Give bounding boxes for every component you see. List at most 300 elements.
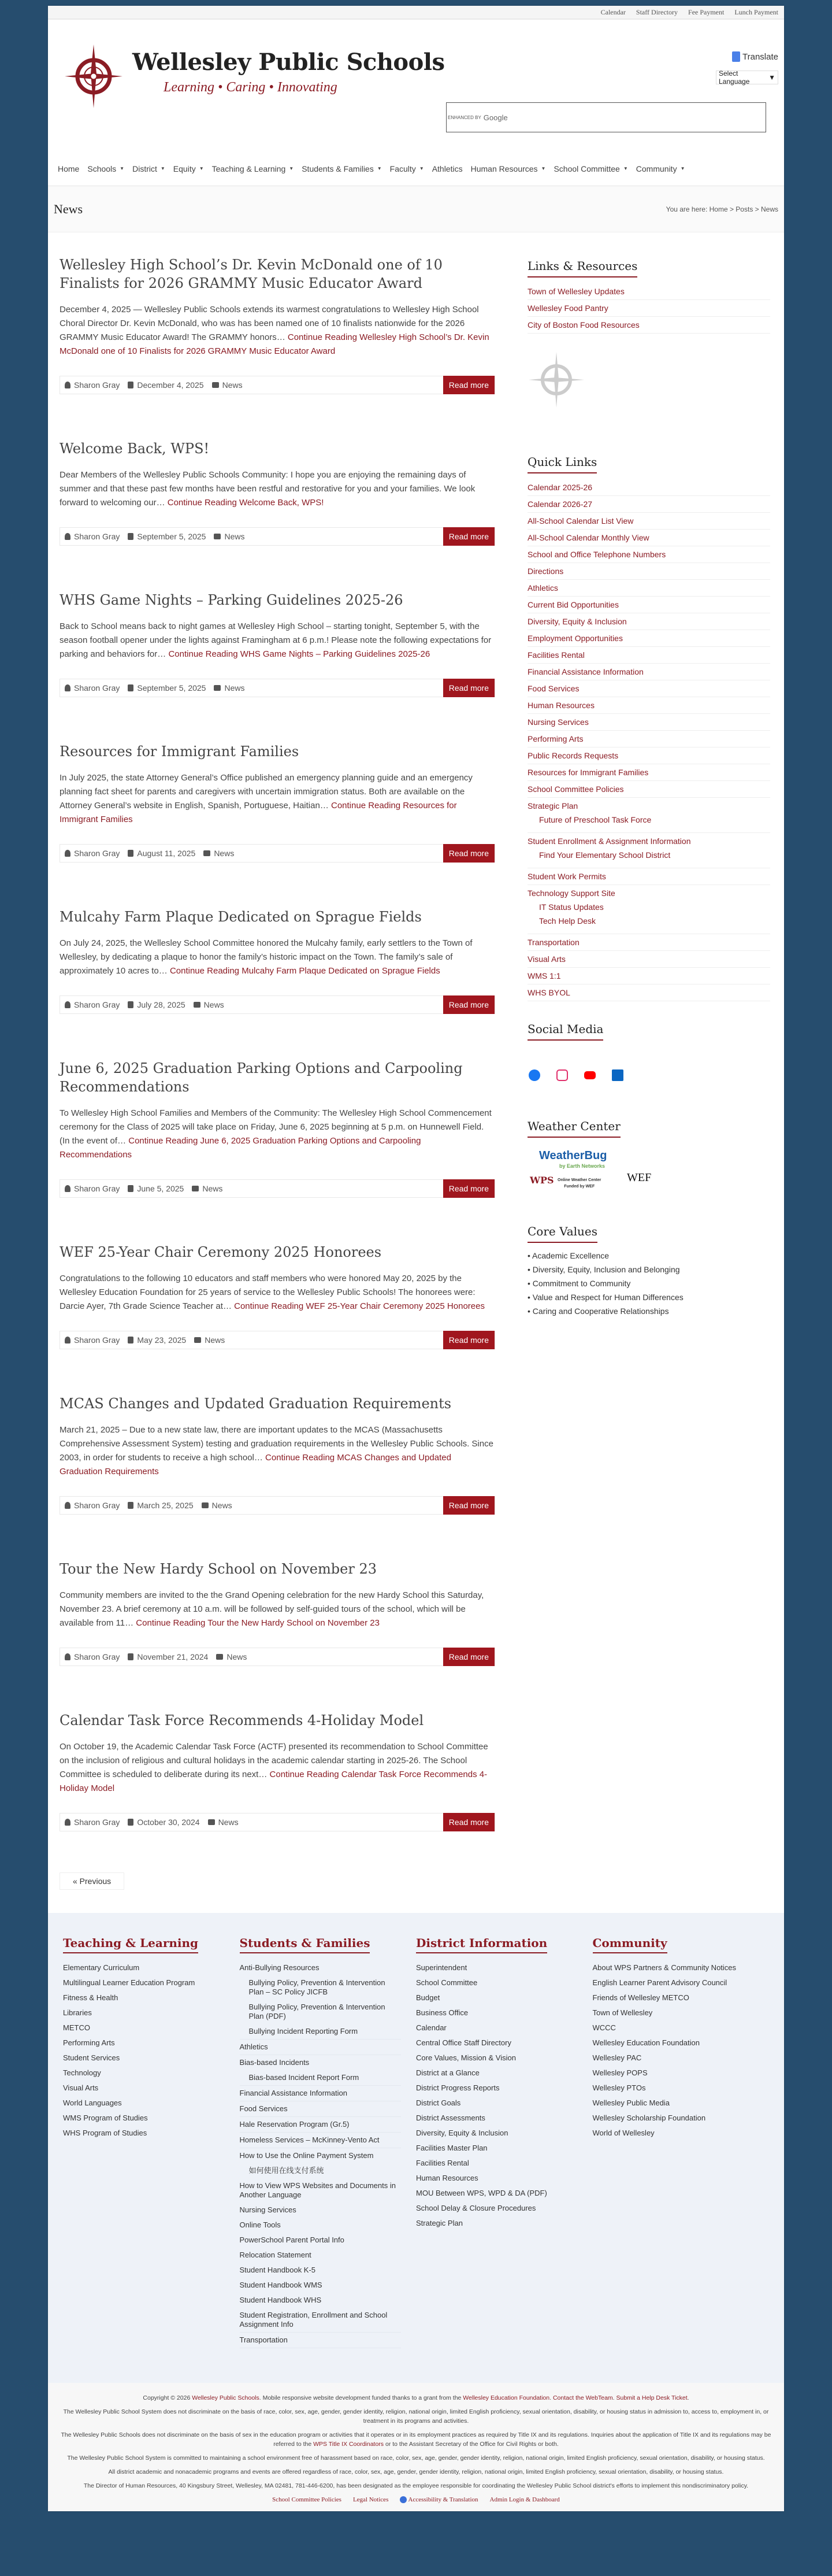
footer-link[interactable]: Diversity, Equity & Inclusion <box>416 2129 508 2137</box>
dropdown-caret-icon: ▼ <box>623 166 628 171</box>
post-author[interactable]: Sharon Gray <box>74 1652 120 1661</box>
site-header <box>48 20 784 151</box>
footer-link[interactable]: Student Handbook WMS <box>239 2281 322 2289</box>
site-title[interactable]: Wellesley Public Schools <box>132 49 445 76</box>
quick-link[interactable]: Visual Arts <box>528 951 770 968</box>
quick-link[interactable]: WMS 1:1 <box>528 968 770 984</box>
bottom-link-policies[interactable]: School Committee Policies <box>272 2496 341 2503</box>
quick-link[interactable]: WHS BYOL <box>528 984 770 1001</box>
chevron-down-icon: ▼ <box>768 73 775 82</box>
wps-label: WPS <box>530 1175 554 1186</box>
post-meta <box>60 527 495 546</box>
news-post <box>60 908 495 1014</box>
read-more-button[interactable]: Read more <box>443 995 495 1014</box>
quick-link[interactable]: Technology Support Site <box>528 889 615 898</box>
previous-page-button[interactable]: « Previous <box>60 1872 124 1890</box>
facebook-icon[interactable] <box>529 1069 540 1081</box>
dropdown-caret-icon: ▼ <box>120 166 125 171</box>
calendar-icon <box>128 1819 133 1826</box>
bottom-link-accessibility[interactable]: Accessibility & Translation <box>400 2495 478 2504</box>
footer-link[interactable]: Visual Arts <box>63 2083 99 2092</box>
widget-title: Quick Links <box>528 455 597 473</box>
post-meta <box>60 995 495 1014</box>
footer-link[interactable]: District Assessments <box>416 2114 485 2122</box>
footer-link[interactable]: Budget <box>416 1993 440 2002</box>
news-post <box>60 1243 495 1349</box>
footer-link[interactable]: World Languages <box>63 2098 122 2107</box>
footer-link[interactable]: Homeless Services – McKinney-Vento Act <box>240 2133 402 2148</box>
footer-link[interactable]: How to Use the Online Payment System <box>239 2151 374 2160</box>
footer-link[interactable]: Wellesley PTOs <box>592 2083 646 2092</box>
quick-link[interactable]: All-School Calendar Monthly View <box>528 530 770 546</box>
nav-item-home[interactable]: Home <box>58 164 80 173</box>
nav-item-teaching-learning[interactable]: Teaching & Learning ▼ <box>211 164 294 173</box>
footer-link[interactable]: Financial Assistance Information <box>240 2086 402 2101</box>
footer-link[interactable]: Performing Arts <box>63 2038 115 2047</box>
dropdown-caret-icon: ▼ <box>199 166 204 171</box>
quick-link[interactable]: Transportation <box>528 934 770 951</box>
quick-link[interactable]: Resources for Immigrant Families <box>528 764 770 781</box>
footer-link[interactable]: Wellesley Scholarship Foundation <box>592 2114 706 2122</box>
read-more-button[interactable]: Read more <box>443 1331 495 1349</box>
footer-link[interactable]: Calendar <box>416 2023 447 2032</box>
folder-icon <box>202 1502 209 1508</box>
post-excerpt: Community members are invited to the the Grand Opening celebration for the new Hardy School this Saturday, November 23. A brief ceremony at 10 a.m. will be followed by self-guided tours of the school, which will be available from 11… Continue Reading Tour the New Hardy School on November 23 <box>60 1590 484 1628</box>
post-category[interactable]: News <box>218 1818 239 1827</box>
read-more-button[interactable]: Read more <box>443 844 495 863</box>
core-value: • Caring and Cooperative Relationships <box>528 1306 669 1316</box>
footer-link[interactable]: Hale Reservation Program (Gr.5) <box>240 2117 402 2133</box>
topbar-link-calendar[interactable]: Calendar <box>600 8 626 16</box>
post-date: March 25, 2025 <box>137 1501 194 1510</box>
nondiscrimination-4: All district academic and nonacademic programs and events are offered regardless of race, color, sex, age, gender, gender identity, religion, national origin, limited English proficiency, sexual orientation, disability, or housing status. <box>108 2468 724 2475</box>
read-more-button[interactable]: Read more <box>443 1496 495 1515</box>
footer-link[interactable]: Student Services <box>63 2053 120 2062</box>
continue-reading-link[interactable]: Continue Reading Tour the New Hardy School on November 23 <box>136 1618 380 1628</box>
quick-link[interactable]: Employment Opportunities <box>528 630 770 647</box>
folder-icon <box>203 850 210 856</box>
footer-link[interactable]: Bullying Policy, Prevention & Intervention Plan (PDF) <box>248 2003 385 2020</box>
post-excerpt: March 21, 2025 – Due to a new state law, there are important updates to the MCAS (Massachusetts Comprehensive Assessment System) testing and graduation requirements in the Wellesley Public Schools. Since 2003, in order for students to receive a high school… Continue Reading MCAS Changes and Updated Graduation Requirements <box>60 1425 493 1476</box>
google-brand: Google <box>483 113 508 122</box>
post-category[interactable]: News <box>224 683 245 693</box>
footer-link[interactable]: Elementary Curriculum <box>63 1963 140 1972</box>
sidebar-link[interactable]: Wellesley Food Pantry <box>528 300 770 317</box>
sidebar-link[interactable]: Town of Wellesley Updates <box>528 283 770 300</box>
post-title[interactable]: June 6, 2025 Graduation Parking Options and Carpooling Recommendations <box>60 1060 463 1095</box>
continue-reading-link[interactable]: Continue Reading WEF 25-Year Chair Ceremony 2025 Honorees <box>234 1301 485 1311</box>
compass-logo-icon[interactable] <box>62 42 125 111</box>
post-date: May 23, 2025 <box>137 1335 187 1345</box>
language-select[interactable] <box>716 71 778 84</box>
post-category[interactable]: News <box>224 532 245 541</box>
post-category[interactable]: News <box>214 849 235 858</box>
sidebar <box>528 256 770 1877</box>
weather-widget <box>528 1119 770 1201</box>
quick-link[interactable]: Public Records Requests <box>528 747 770 764</box>
footer-link[interactable]: PowerSchool Parent Portal Info <box>239 2236 344 2244</box>
user-icon <box>65 1502 70 1509</box>
footer-link-wps[interactable]: Wellesley Public Schools <box>192 2394 259 2401</box>
footer-link[interactable]: Nursing Services <box>239 2205 296 2214</box>
folder-icon <box>212 382 219 388</box>
post-excerpt: December 4, 2025 — Wellesley Public Schools extends its warmest congratulations to Wellesley High School Choral Director Dr. Kevin McDonald, who was has been named one of 10 finalists nationwide for the 2026 GRAMMY Music Educator Award! The GRAMMY honors… Continue Reading Wellesley High School’s Dr. Kevin McDonald one of 10 Finalists for 2026 GRAMMY Music Educator Award <box>60 305 489 356</box>
post-meta <box>60 1331 495 1349</box>
quick-link[interactable]: School Committee Policies <box>528 781 770 798</box>
bottom-link-legal[interactable]: Legal Notices <box>352 2496 389 2503</box>
news-post <box>60 1560 495 1666</box>
quick-link[interactable]: Food Services <box>528 680 770 697</box>
core-value: • Academic Excellence <box>528 1251 610 1260</box>
language-select-value: Select Language <box>719 69 750 86</box>
footer-link[interactable]: METCO <box>63 2023 90 2032</box>
quick-links-widget <box>528 455 770 1001</box>
post-meta <box>60 1648 495 1666</box>
footer-link[interactable]: English Learner Parent Advisory Council <box>592 1978 727 1987</box>
footer-link[interactable]: District at a Glance <box>416 2068 480 2077</box>
folder-icon <box>192 1186 199 1191</box>
widget-title: Social Media <box>528 1022 603 1041</box>
footer-link[interactable]: Wellesley POPS <box>592 2068 648 2077</box>
nav-item-faculty[interactable]: Faculty ▼ <box>389 164 424 173</box>
footer-column <box>593 1936 770 2348</box>
post-date: September 5, 2025 <box>137 532 206 541</box>
footer-link[interactable]: WHS Program of Studies <box>63 2129 147 2137</box>
dropdown-caret-icon: ▼ <box>160 166 165 171</box>
topbar-link-staff-directory[interactable]: Staff Directory <box>636 8 678 16</box>
footer-link[interactable]: Bias-based Incident Report Form <box>240 2070 402 2086</box>
news-post <box>60 439 495 546</box>
site-tagline: Learning • Caring • Innovating <box>164 80 337 95</box>
footer-link[interactable]: Facilities Master Plan <box>416 2144 488 2152</box>
quick-link-child[interactable]: Find Your Elementary School District <box>539 850 671 860</box>
post-date: August 11, 2025 <box>137 849 196 858</box>
read-more-button[interactable]: Read more <box>443 1179 495 1198</box>
post-author[interactable]: Sharon Gray <box>74 1335 120 1345</box>
footer-column-title: Community <box>593 1936 667 1953</box>
footer-link[interactable]: Technology <box>63 2068 101 2077</box>
footer-link[interactable]: Anti-Bullying Resources <box>239 1963 320 1972</box>
page-wrapper <box>48 6 784 2511</box>
footer-link[interactable]: Wellesley PAC <box>592 2053 642 2062</box>
post-title[interactable]: Resources for Immigrant Families <box>60 743 299 760</box>
continue-reading-link[interactable]: Continue Reading June 6, 2025 Graduation Parking Options and Carpooling Recommendations <box>60 1136 421 1160</box>
quick-link[interactable]: School and Office Telephone Numbers <box>528 546 770 563</box>
nondiscrimination-5: The Director of Human Resources, 40 Kingsbury Street, Wellesley, MA 02481, 781-446-6200, has been designated as the employee responsible for coordinating the Wellesley Public School district's efforts to implement this nondiscriminatory policy. <box>83 2482 749 2489</box>
quick-link[interactable]: Current Bid Opportunities <box>528 597 770 613</box>
footer-link[interactable]: Facilities Rental <box>416 2159 469 2167</box>
quick-link-child[interactable]: IT Status Updates <box>539 902 604 912</box>
page-header <box>48 186 784 232</box>
links-resources-widget <box>528 259 770 434</box>
continue-reading-link[interactable]: Continue Reading Resources for Immigrant Families <box>60 801 457 824</box>
main-nav <box>48 151 784 186</box>
social-media-widget <box>528 1022 770 1098</box>
news-post <box>60 591 495 697</box>
widget-title: Core Values <box>528 1224 597 1243</box>
footer-link[interactable]: Business Office <box>416 2008 469 2017</box>
widget-title: Links & Resources <box>528 259 637 277</box>
help-desk-link[interactable]: Submit a Help Desk Ticket <box>616 2394 688 2401</box>
accessibility-icon <box>400 2496 407 2503</box>
footer-link[interactable]: WCCC <box>592 2023 616 2032</box>
quick-link[interactable]: Diversity, Equity & Inclusion <box>528 613 770 630</box>
quick-link[interactable]: Performing Arts <box>528 731 770 747</box>
contact-webteam-link[interactable]: Contact the WebTeam <box>552 2394 613 2401</box>
quick-link[interactable]: Student Work Permits <box>528 868 770 885</box>
nondiscrimination-2: The Wellesley Public Schools does not discriminate on the basis of sex in the education program or activities that it operates or in its employment practices as required by Title IX and its regulations. Inquiries about the application of Title IX and its regulations may be referred to the WPS Title IX Coordinators or to the Assistant Secretary of the Office for Civil Rights or both. <box>61 2431 771 2448</box>
core-values-widget <box>528 1224 770 1318</box>
post-category[interactable]: News <box>211 1501 232 1510</box>
news-post <box>60 256 495 394</box>
quick-link[interactable]: Financial Assistance Information <box>528 664 770 680</box>
core-value: • Commitment to Community <box>528 1279 631 1288</box>
title-ix-link[interactable]: WPS Title IX Coordinators <box>313 2441 384 2448</box>
footer-link[interactable]: District Progress Reports <box>416 2083 500 2092</box>
translate-widget[interactable] <box>732 51 778 62</box>
post-meta <box>60 1813 495 1831</box>
footer-link[interactable]: Libraries <box>63 2008 92 2017</box>
footer-link[interactable]: School Delay & Closure Procedures <box>416 2204 536 2212</box>
dropdown-caret-icon: ▼ <box>377 166 382 171</box>
nav-item-schools[interactable]: Schools ▼ <box>87 164 125 173</box>
footer-column <box>63 1936 240 2348</box>
weatherbug-banner[interactable]: WeatherBug by Earth Networks WPS Online Weather Center Funded by WEF WEF <box>530 1149 652 1189</box>
user-icon <box>65 1819 70 1826</box>
footer-link[interactable]: District Goals <box>416 2098 461 2107</box>
breadcrumb[interactable]: You are here: Home > Posts > News <box>666 205 778 213</box>
translate-label: Translate <box>742 51 778 62</box>
folder-icon <box>216 1654 223 1660</box>
continue-reading-link[interactable]: Continue Reading Welcome Back, WPS! <box>167 498 324 508</box>
footer-link[interactable]: MOU Between WPS, WPD & DA (PDF) <box>416 2189 547 2197</box>
calendar-icon <box>128 684 133 691</box>
footer-link[interactable]: Core Values, Mission & Vision <box>416 2053 516 2062</box>
footer-link[interactable]: WMS Program of Studies <box>63 2114 148 2122</box>
user-icon <box>65 533 70 540</box>
utility-bar <box>48 6 784 20</box>
footer-link[interactable]: Fitness & Health <box>63 1993 118 2002</box>
user-icon <box>65 382 70 388</box>
continue-reading-link[interactable]: Continue Reading Mulcahy Farm Plaque Dedicated on Sprague Fields <box>169 966 440 976</box>
footer-link[interactable]: Online Tools <box>239 2220 281 2229</box>
post-author[interactable]: Sharon Gray <box>74 1501 120 1510</box>
footer-link[interactable]: Food Services <box>240 2101 402 2117</box>
footer-link[interactable]: Multilingual Learner Education Program <box>63 1978 195 1987</box>
core-value: • Value and Respect for Human Differences <box>528 1293 684 1302</box>
page-title: News <box>54 201 83 216</box>
news-post <box>60 1711 495 1831</box>
read-more-button[interactable]: Read more <box>443 527 495 546</box>
calendar-icon <box>128 1502 133 1509</box>
post-meta <box>60 844 495 863</box>
user-icon <box>65 1001 70 1008</box>
footer-link[interactable]: School Committee <box>416 1978 478 1987</box>
quick-link[interactable]: Calendar 2026-27 <box>528 496 770 513</box>
news-post <box>60 1394 495 1515</box>
quick-link[interactable]: All-School Calendar List View <box>528 513 770 530</box>
footer-column-title: Teaching & Learning <box>63 1936 198 1953</box>
youtube-icon[interactable] <box>584 1071 596 1079</box>
quick-link[interactable]: Human Resources <box>528 697 770 714</box>
dropdown-caret-icon: ▼ <box>419 166 424 171</box>
topbar-link-lunch-payment[interactable]: Lunch Payment <box>734 8 778 16</box>
footer-column-title: District Information <box>416 1936 547 1953</box>
post-category[interactable]: News <box>226 1652 247 1661</box>
read-more-button[interactable]: Read more <box>443 1813 495 1831</box>
footer-link[interactable]: Friends of Wellesley METCO <box>592 1993 689 2002</box>
quick-link-child[interactable]: Future of Preschool Task Force <box>539 815 652 824</box>
footer-link[interactable]: Town of Wellesley <box>592 2008 653 2017</box>
continue-reading-link[interactable]: Continue Reading Wellesley High School’s Dr. Kevin McDonald one of 10 Finalists for 2026 GRAMMY Music Educator Award <box>60 332 489 356</box>
post-title[interactable]: WEF 25-Year Chair Ceremony 2025 Honorees <box>60 1244 382 1260</box>
post-author[interactable]: Sharon Gray <box>74 532 120 541</box>
post-title[interactable]: Calendar Task Force Recommends 4-Holiday Model <box>60 1712 424 1729</box>
folder-icon <box>194 1002 200 1008</box>
quick-link[interactable]: Strategic Plan <box>528 801 578 810</box>
quick-link[interactable]: Directions <box>528 563 770 580</box>
footer-link[interactable]: Transportation <box>240 2333 402 2348</box>
search-input[interactable] <box>446 102 766 132</box>
post-category[interactable]: News <box>203 1000 224 1009</box>
footer-link[interactable]: Bullying Incident Reporting Form <box>240 2024 402 2040</box>
wef-logo: WEF <box>627 1171 652 1184</box>
nav-item-athletics[interactable]: Athletics <box>432 164 463 173</box>
post-date: November 21, 2024 <box>137 1652 209 1661</box>
quick-link[interactable]: Student Enrollment & Assignment Information <box>528 837 691 846</box>
quick-link[interactable]: Nursing Services <box>528 714 770 731</box>
footer-link[interactable]: 如何使用在线支付系统 <box>248 2166 324 2175</box>
nav-item-district[interactable]: District ▼ <box>132 164 165 173</box>
search-branding: ENHANCED BY <box>448 114 481 120</box>
post-excerpt: On July 24, 2025, the Wellesley School Committee honored the Mulcahy family, early settlers to the Town of Wellesley, by dedicating a plaque to honor the family’s historic impact on the Town. The family’s sale of approximately 10 acres to… Continue Reading Mulcahy Farm Plaque Dedicated on Sprague Fields <box>60 938 473 976</box>
footer-link[interactable]: Wellesley Public Media <box>592 2098 670 2107</box>
post-list <box>60 256 495 1877</box>
footer-column <box>416 1936 593 2348</box>
nondiscrimination-1: The Wellesley Public School System does not discriminate on the basis of race, color, sex, age, gender, gender identity, religion, national origin, limited English proficiency, sexual orientation, disability, or housing status in admission to, access to, employment in, or treatment in its programs and activities. <box>63 2408 769 2425</box>
post-category[interactable]: News <box>202 1184 223 1193</box>
footer-link[interactable]: Wellesley Education Foundation <box>592 2038 700 2047</box>
post-date: July 28, 2025 <box>137 1000 185 1009</box>
post-excerpt: On October 19, the Academic Calendar Task Force (ACTF) presented its recommendation to School Committee on the inclusion of religious and cultural holidays in the academic calendar starting in 2025-26. The School Committee is scheduled to deliberate during its next… Continue Reading Calendar Task Force Recommends 4-Holiday Model <box>60 1742 488 1793</box>
post-category[interactable]: News <box>222 380 243 390</box>
continue-reading-link[interactable]: Continue Reading MCAS Changes and Updated Graduation Requirements <box>60 1453 451 1476</box>
nav-item-students-families[interactable]: Students & Families ▼ <box>302 164 382 173</box>
calendar-icon <box>128 382 133 388</box>
quick-link-child[interactable]: Tech Help Desk <box>539 916 596 926</box>
footer-link[interactable]: Athletics <box>240 2040 402 2055</box>
quick-link[interactable]: Athletics <box>528 580 770 597</box>
footer-link[interactable]: Central Office Staff Directory <box>416 2038 511 2047</box>
quick-link[interactable]: Calendar 2025-26 <box>528 479 770 496</box>
calendar-icon <box>128 1337 133 1343</box>
copyright: Copyright © 2026 Wellesley Public Schools. Mobile responsive website development funded thanks to a grant from the Wellesley Education Foundation. Contact the WebTeam. Submit a Help Desk Ticket. <box>143 2394 689 2401</box>
footer-link[interactable]: Strategic Plan <box>416 2219 463 2227</box>
post-title[interactable]: Mulcahy Farm Plaque Dedicated on Sprague Fields <box>60 909 422 925</box>
earth-networks-label: by Earth Networks <box>559 1163 606 1169</box>
instagram-icon[interactable] <box>556 1069 568 1081</box>
read-more-button[interactable]: Read more <box>443 376 495 394</box>
read-more-button[interactable]: Read more <box>443 679 495 697</box>
post-author[interactable]: Sharon Gray <box>74 849 120 858</box>
weatherbug-logo: WeatherBug <box>539 1149 607 1162</box>
site-footer <box>48 2383 784 2511</box>
pagination <box>48 1877 784 1913</box>
dropdown-caret-icon: ▼ <box>541 166 546 171</box>
continue-reading-link[interactable]: Continue Reading Calendar Task Force Recommends 4-Holiday Model <box>60 1770 488 1793</box>
linkedin-icon[interactable] <box>612 1069 623 1081</box>
folder-icon <box>214 685 221 691</box>
folder-icon <box>208 1819 215 1825</box>
bottom-link-admin[interactable]: Admin Login & Dashboard <box>489 2496 560 2503</box>
post-excerpt: In July 2025, the state Attorney General’s Office published an emergency planning guide and an emergency planning fact sheet for parents and caregivers with uncertain immigration status. Both are available on the Attorney General’s website in English, Spanish, Portuguese, Haitian… Continue Reading Resources for Immigrant Families <box>60 773 473 824</box>
user-icon <box>65 1337 70 1343</box>
post-category[interactable]: News <box>205 1335 225 1345</box>
footer-link[interactable]: Human Resources <box>416 2174 478 2182</box>
sidebar-link[interactable]: City of Boston Food Resources <box>528 317 770 334</box>
nav-item-community[interactable]: Community ▼ <box>636 164 685 173</box>
compass-watermark-icon <box>528 351 585 409</box>
footer-link-wef[interactable]: Wellesley Education Foundation <box>463 2394 550 2401</box>
quick-link[interactable]: Facilities Rental <box>528 647 770 664</box>
news-post <box>60 1059 495 1198</box>
google-translate-icon <box>732 51 740 62</box>
footer-link[interactable]: Superintendent <box>416 1963 467 1972</box>
topbar-link-fee-payment[interactable]: Fee Payment <box>688 8 725 16</box>
continue-reading-link[interactable]: Continue Reading WHS Game Nights – Parking Guidelines 2025-26 <box>168 649 430 659</box>
post-author[interactable]: Sharon Gray <box>74 1000 120 1009</box>
footer-link[interactable]: How to View WPS Websites and Documents in Another Language <box>239 2181 396 2199</box>
nav-item-school-committee[interactable]: School Committee ▼ <box>554 164 628 173</box>
calendar-icon <box>128 1653 133 1660</box>
post-author[interactable]: Sharon Gray <box>74 683 120 693</box>
footer-link[interactable]: Student Handbook K-5 <box>239 2266 316 2274</box>
footer-column <box>240 1936 417 2348</box>
footer-link[interactable]: Bias-based Incidents <box>239 2058 310 2067</box>
main-area <box>48 232 784 1877</box>
post-date: October 30, 2024 <box>137 1818 200 1827</box>
dropdown-caret-icon: ▼ <box>289 166 294 171</box>
read-more-button[interactable]: Read more <box>443 1648 495 1666</box>
footer-link[interactable]: Student Handbook WHS <box>239 2296 322 2304</box>
post-title[interactable]: Welcome Back, WPS! <box>60 441 210 457</box>
post-author[interactable]: Sharon Gray <box>74 1818 120 1827</box>
user-icon <box>65 850 70 857</box>
nav-item-human-resources[interactable]: Human Resources ▼ <box>470 164 546 173</box>
footer-link[interactable]: Bullying Policy, Prevention & Intervention Plan – SC Policy JICFB <box>248 1978 385 1996</box>
post-author[interactable]: Sharon Gray <box>74 1184 120 1193</box>
post-author[interactable]: Sharon Gray <box>74 380 120 390</box>
calendar-icon <box>128 533 133 540</box>
footer-link[interactable]: World of Wellesley <box>592 2129 655 2137</box>
widget-title: Weather Center <box>528 1119 621 1138</box>
footer-link[interactable]: About WPS Partners & Community Notices <box>592 1963 737 1972</box>
footer-link[interactable]: Student Registration, Enrollment and School Assignment Info <box>240 2308 402 2333</box>
nav-item-equity[interactable]: Equity ▼ <box>173 164 204 173</box>
post-title[interactable]: MCAS Changes and Updated Graduation Requirements <box>60 1396 452 1412</box>
news-post <box>60 742 495 863</box>
footer-link[interactable]: Relocation Statement <box>239 2251 311 2259</box>
post-title[interactable]: Wellesley High School’s Dr. Kevin McDonald one of 10 Finalists for 2026 GRAMMY Music Educator Award <box>60 257 443 291</box>
post-title[interactable]: Tour the New Hardy School on November 23 <box>60 1561 377 1577</box>
dropdown-caret-icon: ▼ <box>680 166 685 171</box>
post-date: June 5, 2025 <box>137 1184 184 1193</box>
post-title[interactable]: WHS Game Nights – Parking Guidelines 2025-26 <box>60 592 403 608</box>
post-meta <box>60 1496 495 1515</box>
post-date: September 5, 2025 <box>137 683 206 693</box>
post-excerpt: Back to School means back to night games at Wellesley High School – starting tonight, September 5, with the season football opener under the lights against Framingham at 6 p.m.! Please note the following expectations for parking and behaviors for… Continue Reading WHS Game Nights – Parking Guidelines 2025-26 <box>60 621 492 659</box>
footer-column-title: Students & Families <box>240 1936 370 1953</box>
